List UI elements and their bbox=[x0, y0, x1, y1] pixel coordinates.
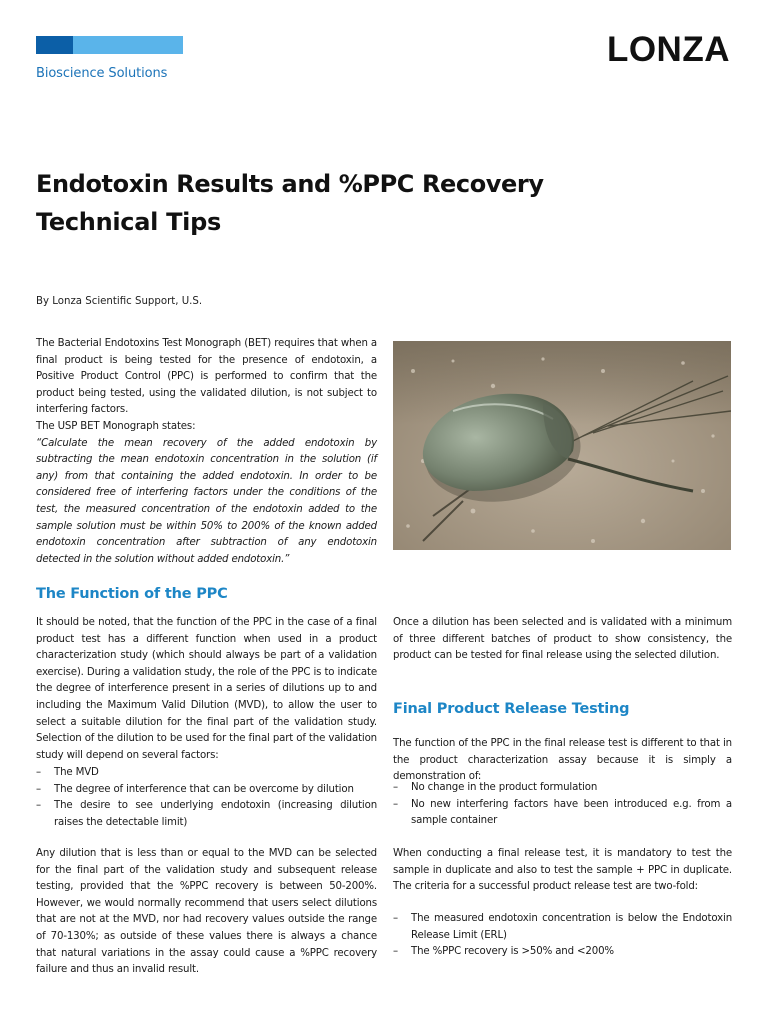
ppc-paragraph-2: Any dilution that is less than or equal to the MVD can be selected for the final part of the validation study and subsequent release testing, provided that the %PPC recovery is between 50-200%. However, we would normally recommend that users select dilutions that are not at the MVD, nor had recovery values outside the range of 70-130%; as outside of these values there is always a chance that natural variations in the assay could cause a %PPC recovery failure and thus an invalid result. bbox=[36, 848, 377, 976]
section-heading-release: Final Product Release Testing bbox=[393, 701, 630, 717]
brand-bar-dark bbox=[36, 36, 73, 54]
horseshoe-crab-photo bbox=[393, 341, 731, 550]
ppc-paragraph-1: It should be noted, that the function of the PPC in the case of a final product test has a different function when used in a product characterization study (which should always be part of a validation exercise). During a validation study, the role of the PPC is to indicate the degree of interference present in a series of dilutions up to and including the Maximum Valid Dilution (MVD), to allow the user to select a suitable dilution for the final part of the validation study. Selection of the dilution to be used for the final part of the validation study will depend on several factors: bbox=[36, 617, 377, 761]
list-item: – The degree of interference that can be overcome by dilution bbox=[36, 782, 377, 799]
release-demonstration-list bbox=[393, 780, 732, 830]
intro-paragraph: The Bacterial Endotoxins Test Monograph (BET) requires that when a final product is being tested for the presence of endotoxin, a Positive Product Control (PPC) is performed to confirm that the product being tested, using the validated dilution, is not subject to interfering factors. bbox=[36, 338, 377, 416]
release-criteria-list bbox=[393, 911, 732, 961]
dash-marker: – bbox=[393, 798, 398, 810]
list-item: – The MVD bbox=[36, 765, 377, 782]
dash-marker: – bbox=[36, 783, 41, 795]
dash-marker: – bbox=[36, 767, 41, 778]
release-paragraph-1: The function of the PPC in the final release test is different to that in the product characterization assay because it is simply a demonstration of: bbox=[393, 738, 732, 783]
dash-marker: – bbox=[393, 913, 398, 924]
ppc-factors-list bbox=[36, 765, 377, 831]
byline: By Lonza Scientific Support, U.S. bbox=[36, 296, 203, 307]
list-item: – No new interfering factors have been introduced e.g. from a sample container bbox=[393, 798, 732, 827]
brand-bar-light bbox=[73, 36, 183, 54]
list-item: – No change in the product formulation bbox=[393, 780, 732, 797]
release-paragraph-2: When conducting a final release test, it is mandatory to test the sample in duplicate and also to test the sample + PPC in duplicate. The criteria for a successful product release test are two-fold: bbox=[393, 848, 732, 893]
svg-text:LONZA: LONZA bbox=[606, 30, 730, 66]
ppc-paragraph-3: Once a dilution has been selected and is validated with a minimum of three different batches of product to show consistency, the product can be tested for final release using the selected dilution. bbox=[393, 617, 732, 662]
lonza-logo bbox=[584, 30, 732, 66]
section-heading-ppc: The Function of the PPC bbox=[36, 586, 228, 602]
list-item: – The desire to see underlying endotoxin (increasing dilution raises the detectable limit) bbox=[36, 800, 377, 828]
page-title: Endotoxin Results and %PPC Recovery bbox=[36, 170, 544, 198]
dash-marker: – bbox=[393, 946, 398, 958]
list-item: – The measured endotoxin concentration is below the Endotoxin Release Limit (ERL) bbox=[393, 913, 732, 941]
tagline: Bioscience Solutions bbox=[36, 66, 168, 81]
usp-quote-block bbox=[36, 419, 377, 568]
dash-marker: – bbox=[393, 782, 398, 793]
usp-quote: “Calculate the mean recovery of the added endotoxin by subtracting the mean endotoxin concentration in the solution (if any) from that containing the added endotoxin. In order to be considered free of interfering factors under the conditions of the test, the measured concentration of the endotoxin added to the sample solution must be within 50% to 200% of the known added endotoxin concentration after subtraction of any endotoxin detected in the solution without added endotoxin.” bbox=[36, 437, 377, 565]
list-item: – The %PPC recovery is >50% and <200% bbox=[393, 944, 732, 961]
page-subtitle: Technical Tips bbox=[36, 208, 221, 236]
usp-lead: The USP BET Monograph states: bbox=[36, 421, 196, 432]
dash-marker: – bbox=[36, 800, 41, 812]
